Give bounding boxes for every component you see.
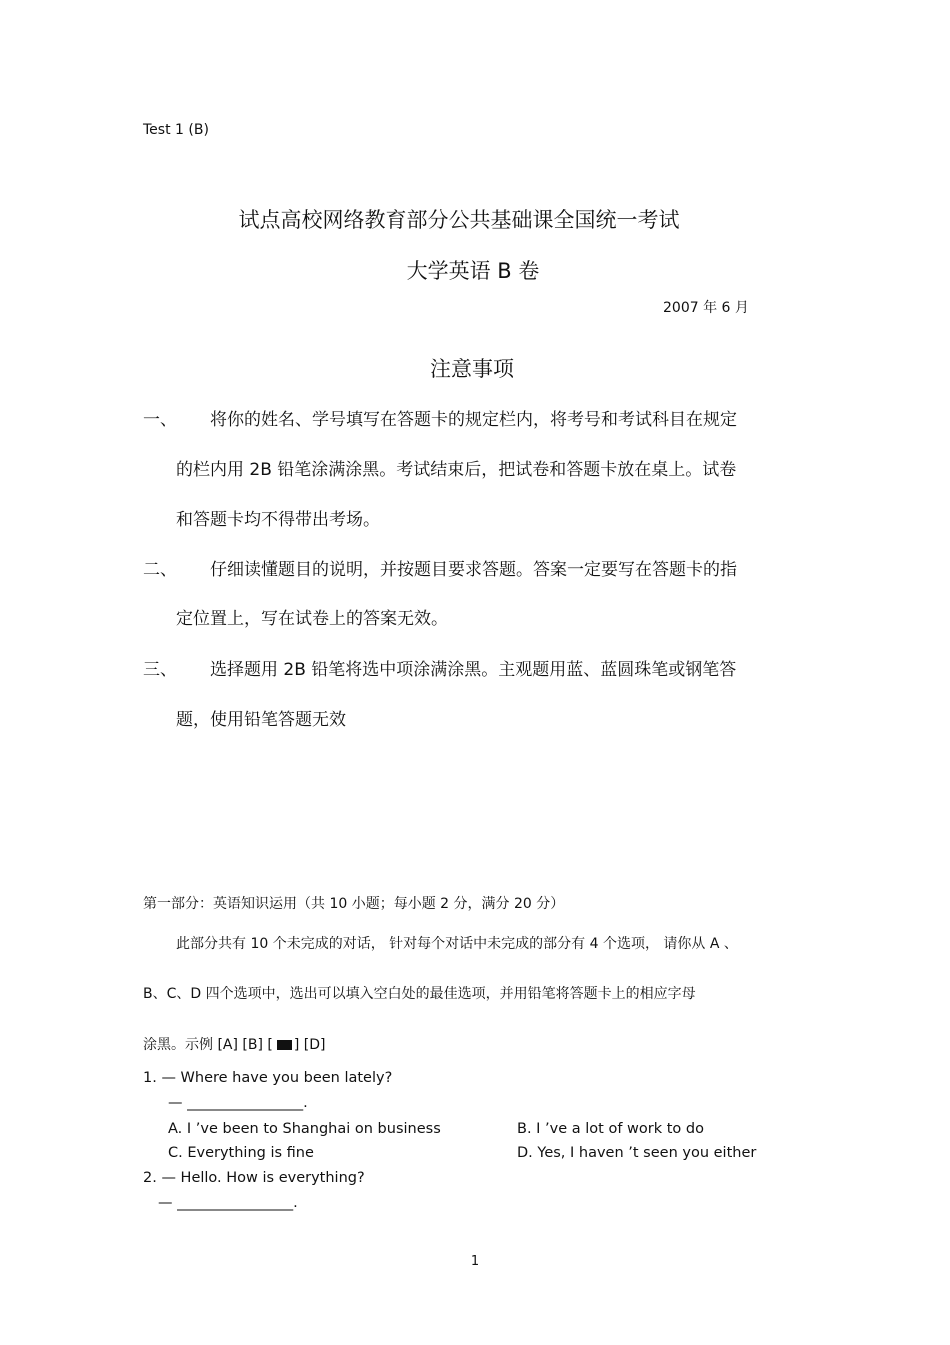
notice-line: 仔细读懂题目的说明，并按题目要求答题。答案一定要写在答题卡的指 — [210, 560, 737, 580]
exam-subtitle: 大学英语 B 卷 — [406, 259, 540, 283]
option-c: C. Everything is fine — [168, 1145, 314, 1161]
exam-title: 试点高校网络教育部分公共基础课全国统一考试 — [238, 208, 680, 232]
example-prefix: 涂黑。示例 [A] [B] [ — [143, 1037, 273, 1053]
notice-line: 题，使用铅笔答题无效 — [176, 710, 346, 730]
notice-line: 定位置上，写在试卷上的答案无效。 — [176, 609, 448, 629]
exam-date: 2007 年 6 月 — [663, 300, 749, 316]
part1-heading: 第一部分：英语知识运用（共 10 小题；每小题 2 分，满分 20 分） — [143, 896, 565, 912]
part1-instruction-line1: 此部分共有 10 个未完成的对话， 针对每个对话中未完成的部分有 4 个选项， 请你从 A 、 — [176, 936, 738, 952]
notice-line: 的栏内用 2B 铅笔涂满涂黑。考试结束后，把试卷和答题卡放在桌上。试卷 — [176, 460, 737, 480]
filled-bubble-icon — [277, 1040, 292, 1050]
notice-number: 一、 — [143, 410, 177, 430]
part1-example — [143, 1034, 325, 1054]
notice-line: 将你的姓名、学号填写在答题卡的规定栏内，将考号和考试科目在规定 — [210, 410, 737, 430]
question-prompt: 2. — Hello. How is everything? — [143, 1170, 365, 1186]
question-prompt: 1. — Where have you been lately? — [143, 1070, 393, 1086]
option-d: D. Yes, I haven ’t seen you either — [517, 1145, 757, 1161]
notice-line: 选择题用 2B 铅笔将选中项涂满涂黑。主观题用蓝、蓝圆珠笔或钢笔答 — [210, 660, 737, 680]
example-suffix: ] [D] — [293, 1037, 326, 1053]
option-a: A. I ’ve been to Shanghai on business — [168, 1121, 441, 1137]
notice-line: 和答题卡均不得带出考场。 — [176, 510, 380, 530]
page-number: 1 — [470, 1254, 480, 1269]
notice-number: 三、 — [143, 660, 177, 680]
test-label: Test 1 (B) — [143, 122, 209, 138]
answer-blank: — ________________. — [158, 1195, 298, 1211]
answer-blank: — ________________. — [168, 1095, 308, 1111]
part1-instruction-line2: B、C、D 四个选项中，选出可以填入空白处的最佳选项，并用铅笔将答题卡上的相应字母 — [143, 986, 696, 1002]
notice-number: 二、 — [143, 560, 177, 580]
notice-heading: 注意事项 — [430, 357, 514, 381]
option-b: B. I ’ve a lot of work to do — [517, 1121, 704, 1137]
